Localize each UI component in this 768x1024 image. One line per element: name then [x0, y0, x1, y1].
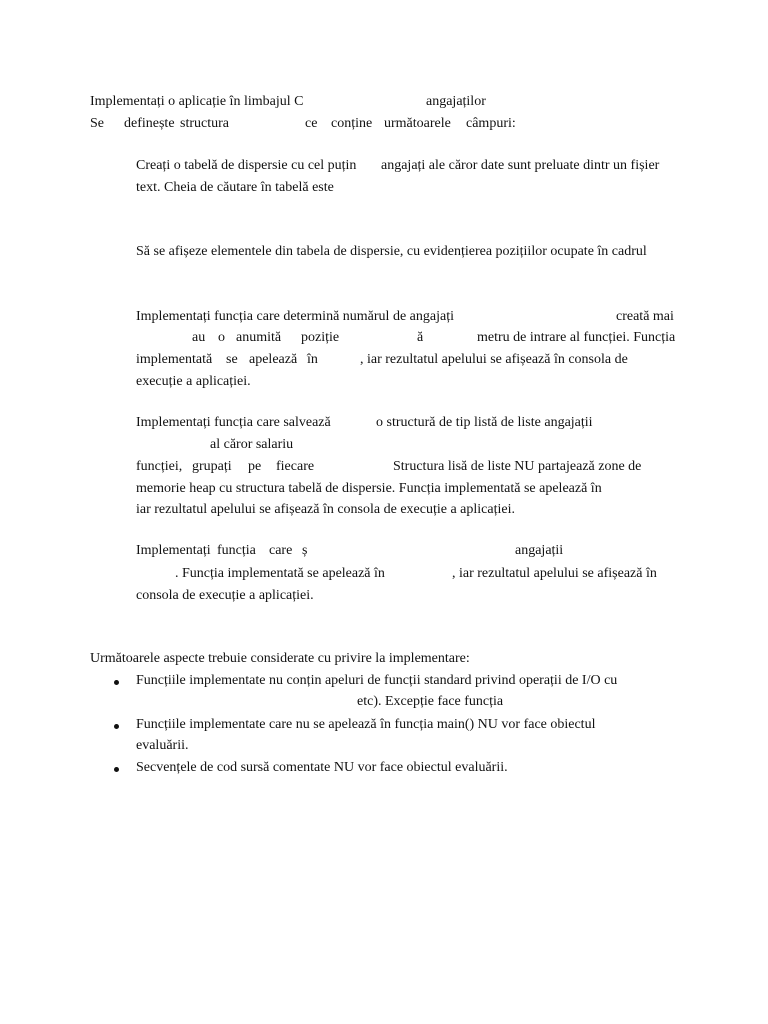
task3-line-3-w4: în [307, 352, 318, 367]
intro-line-2-w2: definește [124, 116, 175, 131]
task3-line-2-w6: metru de intrare al funcției. Funcția [477, 330, 676, 345]
task1-line-1a: Creați o tabelă de dispersie cu cel puțin [136, 158, 357, 173]
bullet-1-line-2: etc). Excepție face funcția [357, 694, 504, 709]
intro-line-1a: Implementați o aplicație în limbajul C [90, 94, 304, 109]
task4-line-3-w2: grupați [192, 459, 232, 474]
task5-line-1-w4: ș [302, 543, 308, 558]
task4-line-3-w3: pe [248, 459, 262, 474]
task3-line-2-w5: ă [417, 330, 424, 345]
task4-line-2: al căror salariu [210, 437, 294, 452]
task5-line-1-w2: funcția [217, 543, 256, 558]
bullet-1-line-1: Funcțiile implementate nu conțin apeluri de funcții standard privind operații de I/O cu [136, 673, 618, 688]
bullet-2-line-2: evaluării. [136, 738, 189, 753]
task3-line-4: execuție a aplicației. [136, 374, 251, 389]
task1-line-1b: angajați ale căror date sunt preluate dintr un fișier [381, 158, 660, 173]
bullet-2-line-1: Funcțiile implementate care nu se apelează în funcția main() NU vor face obiectul [136, 717, 596, 732]
task4-line-1b: o structură de tip listă de liste angajații [376, 415, 593, 430]
task4-line-1a: Implementați funcția care salvează [136, 415, 331, 430]
task4-line-4: memorie heap cu structura tabelă de dispersie. Funcția implementată se apelează în [136, 481, 602, 496]
task3-line-2-w2: o [218, 330, 225, 345]
intro-line-2-w6: următoarele [384, 116, 451, 131]
task3-line-2-w3: anumită [236, 330, 282, 345]
intro-line-2-w7: câmpuri: [466, 116, 516, 131]
task5-line-3: consola de execuție a aplicației. [136, 588, 314, 603]
task5-line-1-w5: angajații [515, 543, 564, 558]
task5-line-2a: . Funcția implementată se apelează în [175, 566, 385, 581]
bullet-2-marker [114, 724, 119, 729]
task3-line-3-w1: implementată [136, 352, 213, 367]
task1-line-2: text. Cheia de căutare în tabelă este [136, 180, 334, 195]
task5-line-1-w3: care [269, 543, 293, 558]
task3-line-3-w3: apelează [249, 352, 298, 367]
notes-heading: Următoarele aspecte trebuie considerate cu privire la implementare: [90, 651, 470, 666]
task4-line-3-w1: funcției, [136, 459, 183, 474]
task3-line-2-w4: poziție [301, 330, 340, 345]
task5-line-2b: , iar rezultatul apelului se afișează în [452, 566, 657, 581]
intro-line-2-w1: Se [90, 116, 104, 131]
intro-line-1b: angajaților [426, 94, 486, 109]
task2-line-1: Să se afișeze elementele din tabela de dispersie, cu evidențierea pozițiilor ocupate în cadrul [136, 244, 647, 259]
task3-line-1b: creată mai [616, 309, 674, 324]
intro-line-2-w4: ce [305, 116, 318, 131]
task4-line-5: iar rezultatul apelului se afișează în consola de execuție a aplicației. [136, 502, 515, 517]
bullet-3-marker [114, 767, 119, 772]
task4-line-3-w4: fiecare [276, 459, 315, 474]
task4-line-3-w5: Structura lisă de liste NU partajează zone de [393, 459, 642, 474]
task3-line-1a: Implementați funcția care determină numărul de angajați [136, 309, 454, 324]
task3-line-3-w2: se [226, 352, 238, 367]
bullet-1-marker [114, 680, 119, 685]
task5-line-1-w1: Implementați [136, 543, 211, 558]
task3-line-2-w1: au [192, 330, 206, 345]
task3-line-3-w5: , iar rezultatul apelului se afișează în consola de [360, 352, 628, 367]
bullet-3-line-1: Secvențele de cod sursă comentate NU vor face obiectul evaluării. [136, 760, 508, 775]
intro-line-2-w5: conține [331, 116, 373, 131]
intro-line-2-w3: structura [180, 116, 229, 131]
